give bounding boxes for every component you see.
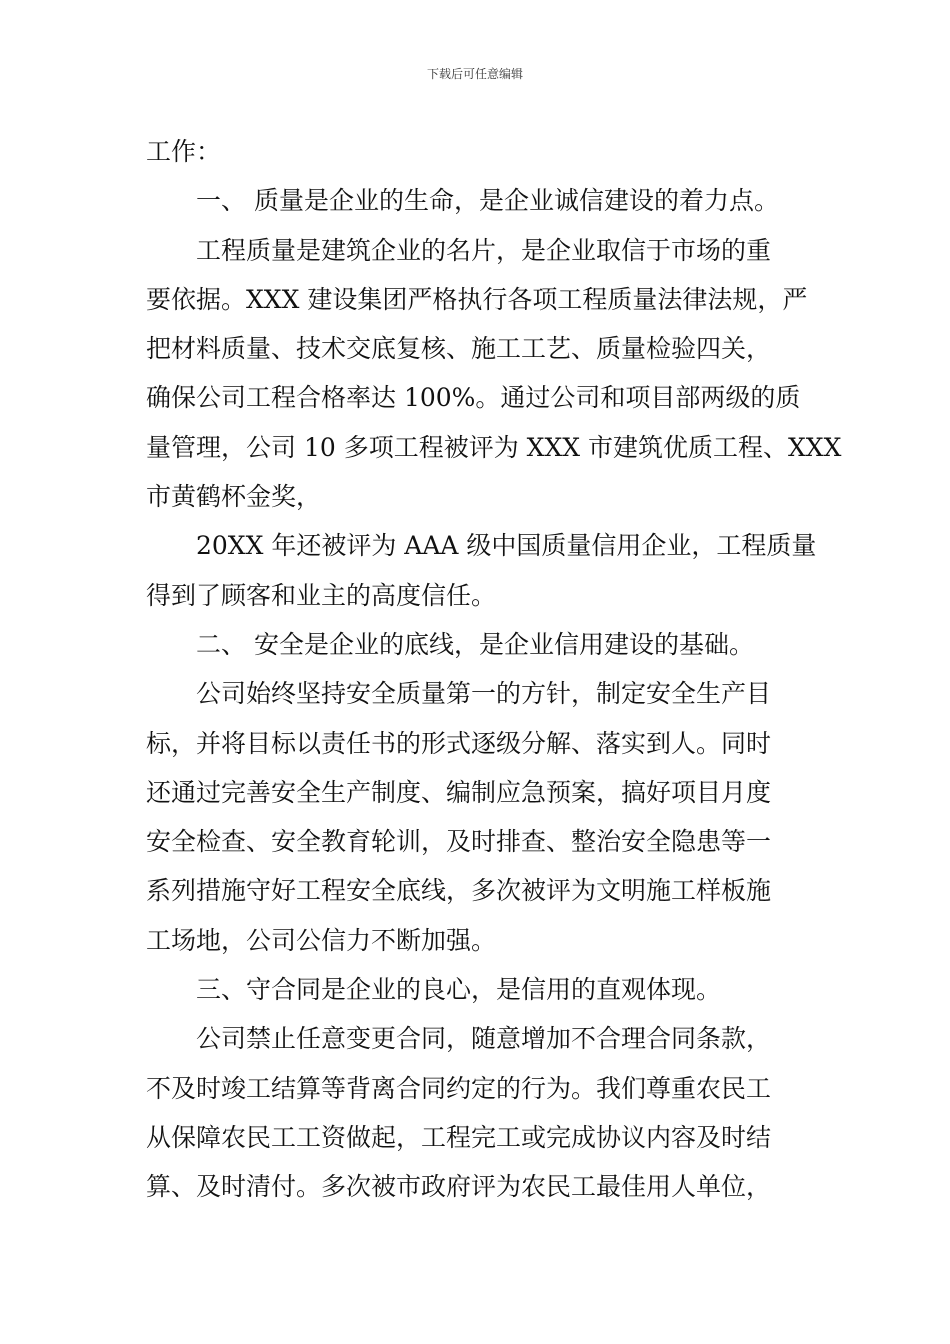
- text-line: 20XX 年还被评为 AAA 级中国质量信用企业，工程质量: [196, 531, 817, 561]
- text-line: 工作：: [146, 137, 222, 166]
- text-line: 工程质量是建筑企业的名片，是企业取信于市场的重: [196, 235, 772, 265]
- text-line: 公司禁止任意变更合同，随意增加不合理合同条款，: [196, 1024, 772, 1054]
- text-line: 公司始终坚持安全质量第一的方针，制定安全生产目: [196, 679, 772, 709]
- text-line: 还通过完善安全生产制度、编制应急预案，搞好项目月度: [146, 777, 772, 807]
- text-line: 从保障农民工工资做起，工程完工或完成协议内容及时结: [146, 1122, 772, 1152]
- text-line: 工场地，公司公信力不断加强。: [146, 925, 497, 955]
- text-line: 把材料质量、技术交底复核、施工工艺、质量检验四关，: [146, 334, 772, 364]
- text-line: 市黄鹤杯金奖，: [146, 482, 322, 512]
- text-line: 量管理，公司 10 多项工程被评为 XXX 市建筑优质工程、XXX: [146, 432, 842, 462]
- text-line: 要依据。XXX 建设集团严格执行各项工程质量法律法规，严: [146, 284, 808, 314]
- text-line: 得到了顾客和业主的高度信任。: [146, 580, 497, 610]
- document-body: [146, 127, 842, 1212]
- text-line: 标，并将目标以责任书的形式逐级分解、落实到人。同时: [146, 728, 772, 758]
- page-header: 下载后可任意编辑: [426, 67, 523, 81]
- text-line: 系列措施守好工程安全底线，多次被评为文明施工样板施: [146, 876, 772, 906]
- section-heading: 三、守合同是企业的良心，是信用的直观体现。: [196, 975, 722, 1005]
- text-line: 不及时竣工结算等背离合同约定的行为。我们尊重农民工: [146, 1073, 772, 1103]
- text-line: 确保公司工程合格率达 100%。通过公司和项目部两级的质: [146, 383, 801, 413]
- text-line: 安全检查、安全教育轮训，及时排查、整治安全隐患等一: [146, 827, 772, 857]
- section-heading: 二、 安全是企业的底线，是企业信用建设的基础。: [196, 629, 754, 659]
- section-heading: 一、 质量是企业的生命，是企业诚信建设的着力点。: [196, 186, 779, 216]
- text-line: 算、及时清付。多次被市政府评为农民工最佳用人单位，: [146, 1172, 772, 1202]
